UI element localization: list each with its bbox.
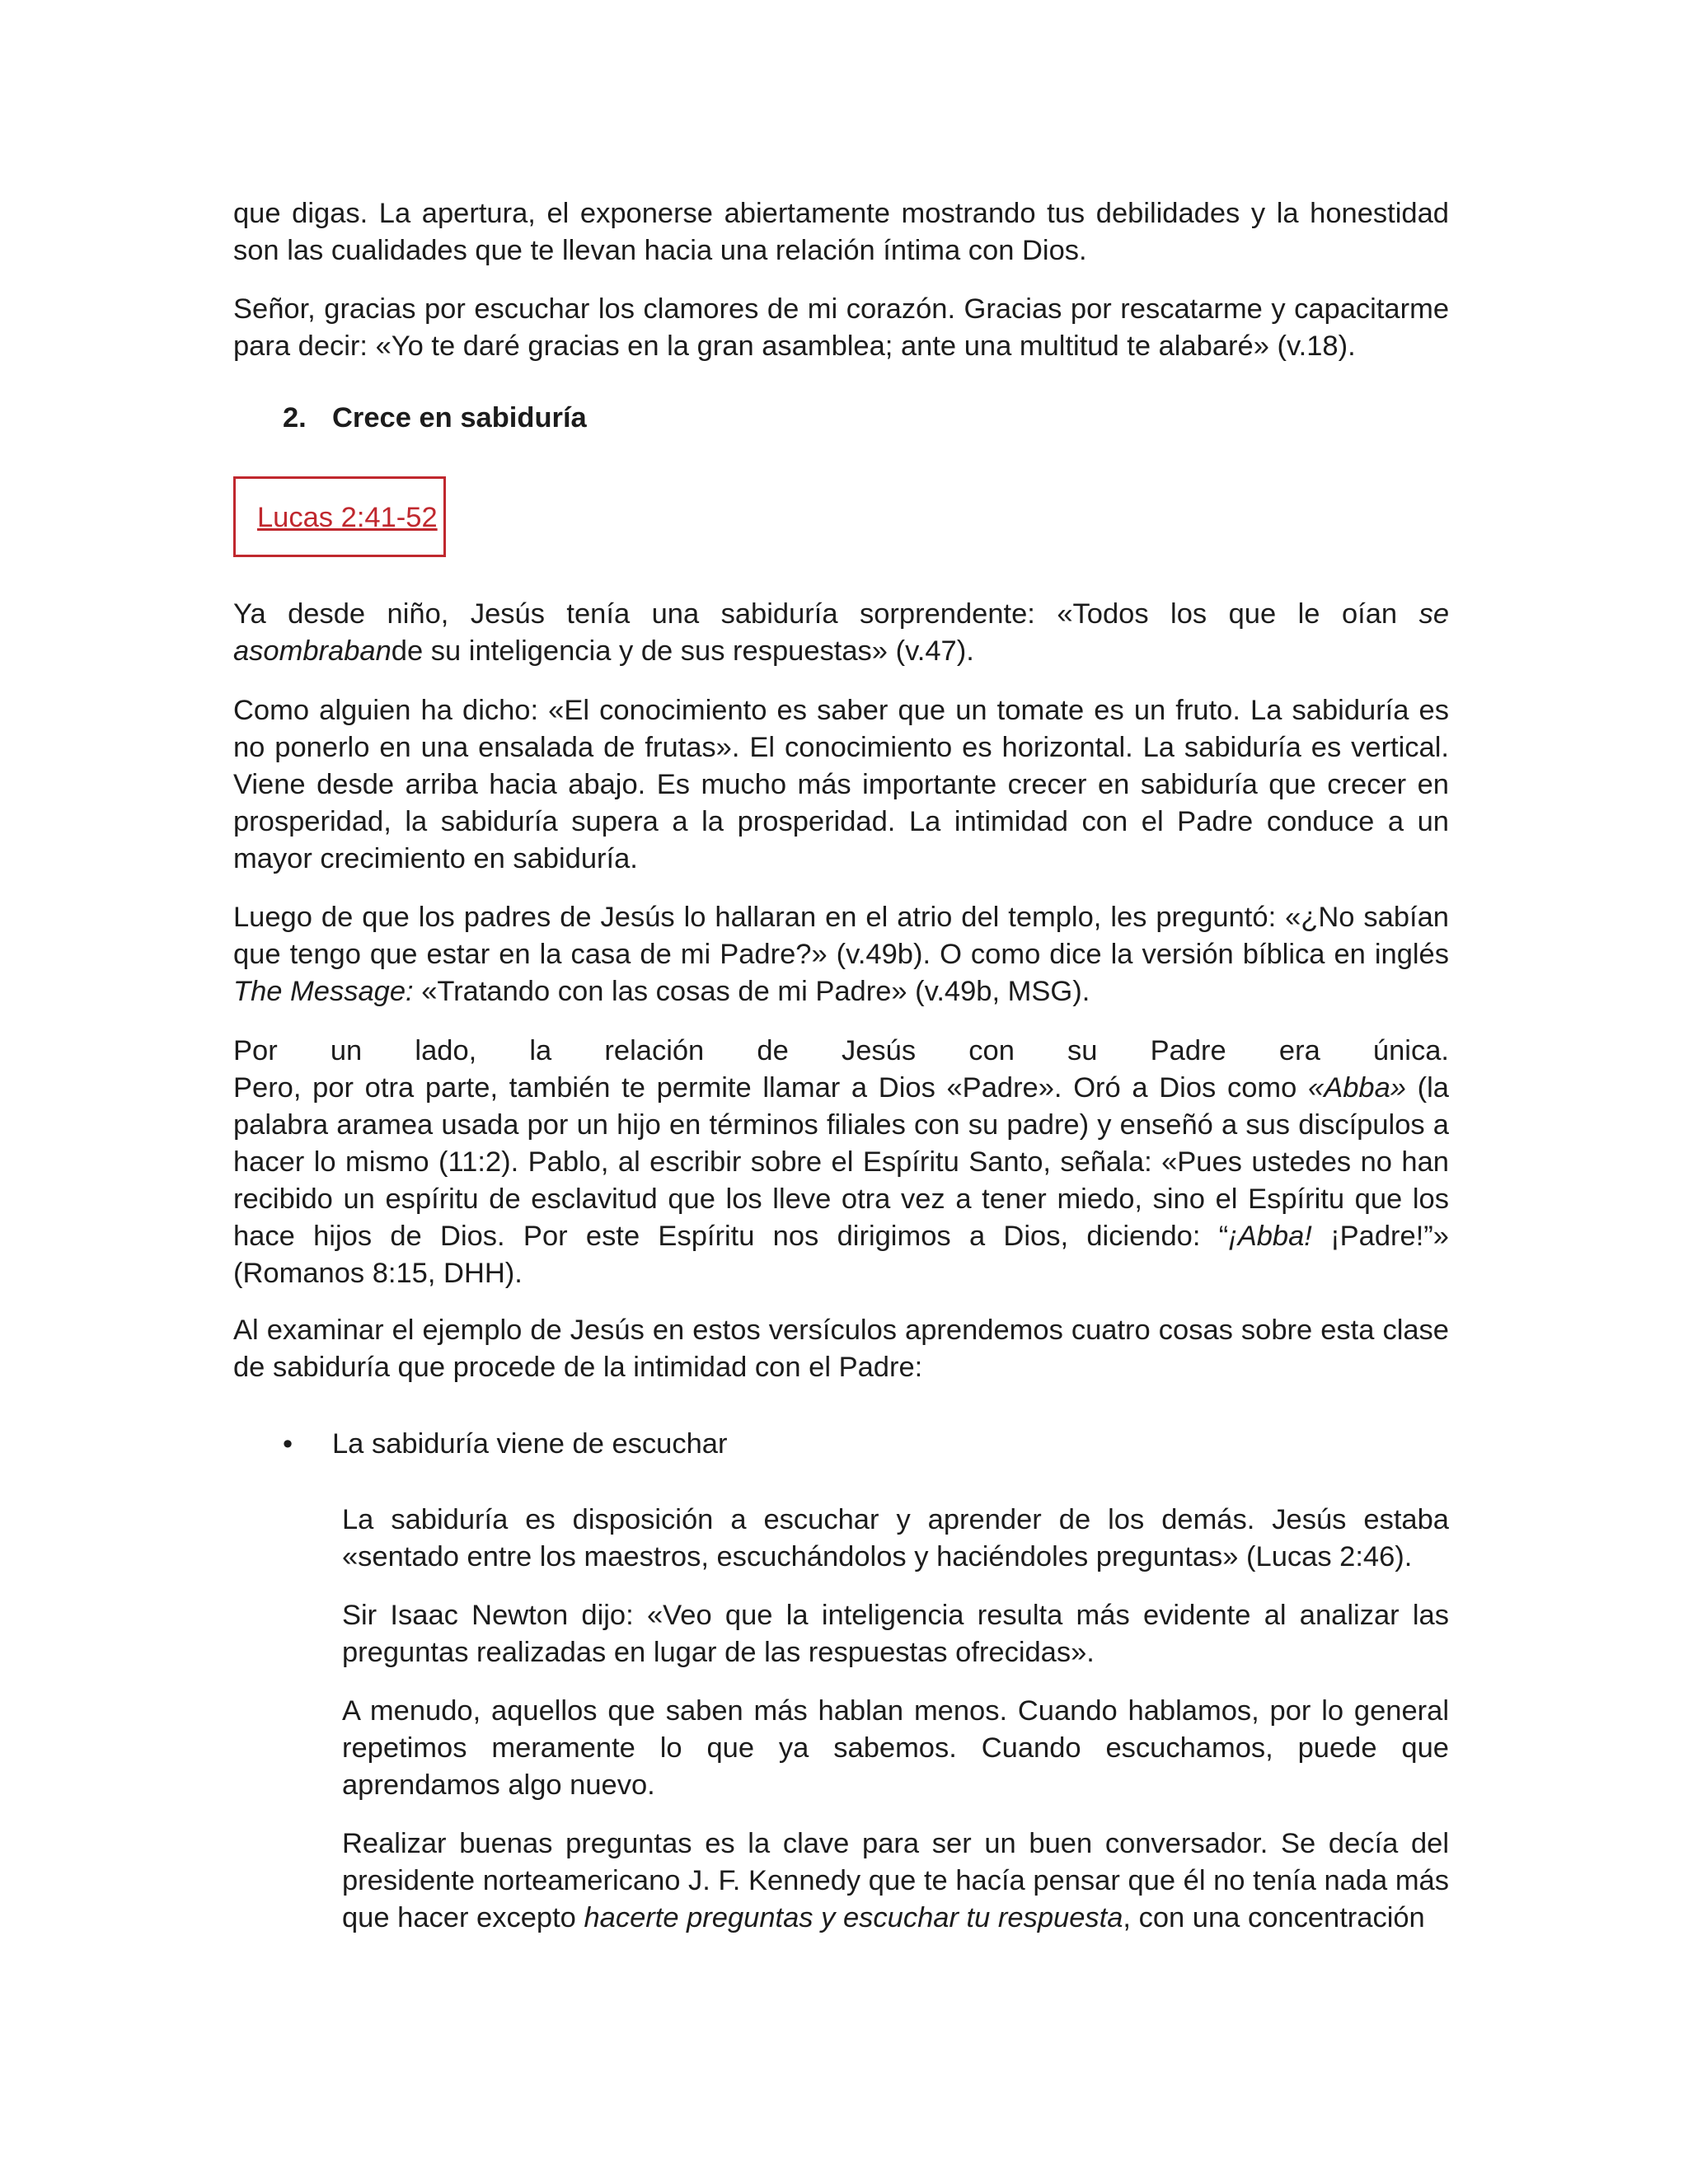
intro-prayer-paragraph: Señor, gracias por escuchar los clamores de mi corazón. Gracias por rescatarme y capacitarme para decir: «Yo te daré gracias en la gran asamblea; ante una multitud te alabaré» (v.18).: [233, 293, 1449, 362]
bullet-item: [283, 1426, 727, 1463]
section-number: 2.: [283, 402, 307, 434]
body-paragraph-2: Como alguien ha dicho: «El conocimiento es saber que un tomate es un fruto. La sabiduría es no ponerlo en una ensalada de frutas». El conocimiento es horizontal. La sabiduría es vertical. Viene desde arriba hacia abajo. Es mucho más importante crecer en sabiduría que crecer en prosperidad, la sabiduría supera a la prosperidad. La intimidad con el Padre conduce a un mayor crecimiento en sabiduría.: [233, 695, 1449, 874]
section-title: Crece en sabiduría: [332, 402, 587, 434]
sub-paragraph-4: Realizar buenas preguntas es la clave para ser un buen conversador. Se decía del presidente norteamericano J. F. Kennedy que te hacía pensar que él no tenía nada más que hacer excepto hacerte preguntas y escuchar tu respuesta, con una concentración: [342, 1828, 1449, 1933]
intro-paragraph-1: que digas. La apertura, el exponerse abiertamente mostrando tus debilidades y la honestidad son las cualidades que te llevan hacia una relación íntima con Dios.: [233, 198, 1449, 266]
sub-paragraph-1: La sabiduría es disposición a escuchar y aprender de los demás. Jesús estaba «sentado entre los maestros, escuchándolos y haciéndoles preguntas» (Lucas 2:46).: [342, 1504, 1449, 1572]
body-paragraph-5: Al examinar el ejemplo de Jesús en estos versículos aprendemos cuatro cosas sobre esta clase de sabiduría que procede de la intimidad con el Padre:: [233, 1315, 1449, 1383]
section-heading: [283, 400, 587, 437]
scripture-reference-link[interactable]: Lucas 2:41-52: [257, 502, 438, 533]
bullet-title: La sabiduría viene de escuchar: [332, 1428, 728, 1460]
body-paragraph-1: Ya desde niño, Jesús tenía una sabiduría sorprendente: «Todos los que le oían se asombrabande su inteligencia y de sus respuestas» (v.47).: [233, 598, 1449, 667]
body-paragraph-4-line-1: Por un lado, la relación de Jesús con su Padre era única.: [233, 1035, 1449, 1066]
sub-paragraph-3: A menudo, aquellos que saben más hablan menos. Cuando hablamos, por lo general repetimos meramente lo que ya sabemos. Cuando escuchamos, puede que aprendamos algo nuevo.: [342, 1695, 1449, 1801]
bullet-marker: •: [283, 1428, 293, 1460]
sub-paragraph-2: Sir Isaac Newton dijo: «Veo que la inteligencia resulta más evidente al analizar las preguntas realizadas en lugar de las respuestas ofrecidas».: [342, 1600, 1449, 1668]
body-paragraph-3: Luego de que los padres de Jesús lo hallaran en el atrio del templo, les preguntó: «¿No sabían que tengo que estar en la casa de mi Padre?» (v.49b). O como dice la versión bíblica en inglés The Message: «Tratando con las cosas de mi Padre» (v.49b, MSG).: [233, 902, 1449, 1007]
body-paragraph-4: Pero, por otra parte, también te permite llamar a Dios «Padre». Oró a Dios como «Abba» (la palabra aramea usada por un hijo en términos filiales con su padre) y enseñó a sus discípulos a hacer lo mismo (11:2). Pablo, al escribir sobre el Espíritu Santo, señala: «Pues ustedes no han recibido un espíritu de esclavitud que los lleve otra vez a tener miedo, sino el Espíritu que los hace hijos de Dios. Por este Espíritu nos dirigimos a Dios, diciendo: “¡Abba! ¡Padre!”» (Romanos 8:15, DHH).: [233, 1072, 1449, 1289]
scripture-reference-box: [233, 476, 446, 557]
